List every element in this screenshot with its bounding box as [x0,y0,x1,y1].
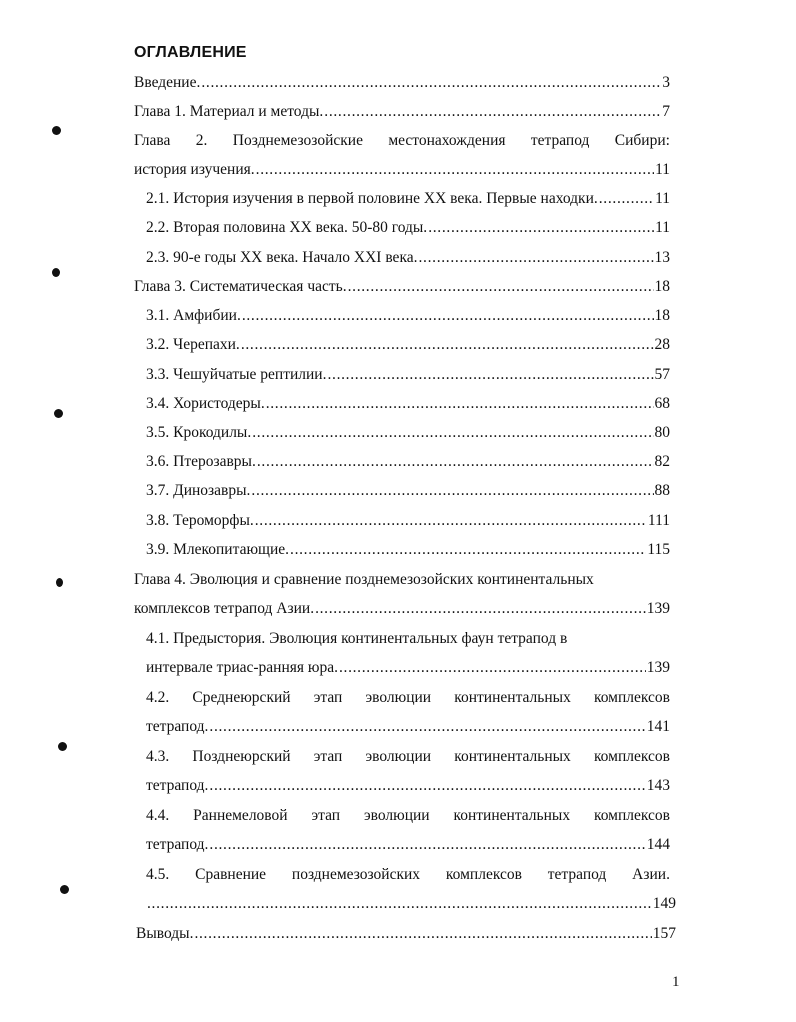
leader-dots [324,102,661,122]
toc-page-number: 11 [655,161,670,178]
page-number: 1 [672,974,680,990]
toc-page-number: 149 [652,895,676,912]
toc-page-number: 111 [647,512,670,529]
toc-page-number: 11 [655,190,670,207]
toc-page-number: 141 [646,718,670,735]
toc-entry-2-1[interactable] [146,189,670,209]
toc-entry-4-2-line1[interactable] [146,688,670,708]
scan-hole-mark [52,268,60,277]
leader-dots [194,924,651,944]
toc-word: этап [313,689,343,706]
toc-page-number: 3 [662,74,670,91]
toc-page-number: 82 [654,453,670,470]
toc-entry-title: 3.3. Чешуйчатые рептилии. [146,366,327,383]
toc-entry-chapter-3[interactable] [134,277,670,297]
leader-dots [339,658,646,678]
toc-entry-title: 3.1. Амфибии. [146,307,241,324]
leader-dots [147,894,652,914]
toc-entry-4-1-line1[interactable]: 4.1. Предыстория. Эволюция континентальных фаун тетрапод в [146,630,568,647]
leader-dots [290,540,646,560]
toc-entry-title: Глава 3. Систематическая часть. [134,278,347,295]
toc-entry-4-1-line2[interactable] [146,658,670,678]
toc-word: комплексов [593,807,670,824]
toc-entry-title: 3.6. Птерозавры. [146,453,256,470]
toc-word: Раннемеловой [193,807,288,824]
toc-page-number: 57 [654,366,670,383]
toc-entry-chapter-4-line1[interactable]: Глава 4. Эволюция и сравнение позднемезозойских континентальных [134,571,594,588]
leader-dots [209,717,645,737]
leader-dots [209,835,645,855]
toc-word: тетрапод [547,866,607,883]
leader-dots [327,365,653,385]
toc-page-number: 7 [662,103,670,120]
toc-page-number: 139 [646,600,670,617]
toc-page-number: 144 [646,836,670,853]
leader-dots [209,776,645,796]
toc-entry-conclusions[interactable] [136,924,676,944]
toc-page-number: 18 [654,307,670,324]
leader-dots [428,218,654,238]
toc-page-number: 13 [654,249,670,266]
toc-page-number: 143 [646,777,670,794]
toc-entry-chapter-4-line2[interactable] [134,599,670,619]
scan-hole-mark [54,409,63,418]
leader-dots [242,306,654,326]
toc-word: Сибири: [614,132,670,149]
toc-word: континентальных [454,748,571,765]
toc-entry-title: 3.4. Хористодеры. [146,395,265,412]
toc-entry-title: 3.9. Млекопитающие. [146,541,290,558]
toc-entry-title: Глава 1. Материал и методы. [134,103,324,120]
scan-hole-mark [52,126,61,135]
toc-entry-4-3-line2[interactable] [146,776,670,796]
toc-word: эволюции [363,807,430,824]
toc-word: комплексов [593,689,670,706]
toc-entry-3-4[interactable] [146,394,670,414]
toc-word: 2. [195,132,208,149]
toc-entry-title: комплексов тетрапод Азии. [134,600,315,617]
toc-entry-4-2-line2[interactable] [146,717,670,737]
toc-entry-title: 2.2. Вторая половина XX века. 50-80 годы. [146,219,428,236]
toc-heading: ОГЛАВЛЕНИЕ [134,44,247,61]
scan-hole-mark [58,742,67,751]
toc-word: позднемезозойских [291,866,421,883]
toc-word: континентальных [453,807,571,824]
toc-word: комплексов [593,748,670,765]
leader-dots [255,511,647,531]
toc-entry-3-8[interactable] [146,511,670,531]
leader-dots [419,248,654,268]
toc-page-number: 11 [655,219,670,236]
toc-word: Сравнение [195,866,267,883]
toc-entry-3-7[interactable] [146,481,670,501]
toc-entry-3-2[interactable] [146,335,670,355]
toc-entry-3-5[interactable] [146,423,670,443]
toc-entry-title: 2.1. История изучения в первой половине XX века. Первые находки. [146,190,598,207]
toc-page-number: 18 [654,278,670,295]
toc-word: комплексов [445,866,522,883]
leader-dots [251,481,653,501]
toc-word: тетрапод [530,132,590,149]
leader-dots [256,160,654,180]
toc-word: Азии. [632,866,670,883]
toc-page-number: 139 [646,659,670,676]
toc-word: 4.3. [146,748,170,765]
toc-word: этап [313,748,343,765]
toc-word: эволюции [365,748,432,765]
leader-dots [315,599,646,619]
toc-entry-4-4-line1[interactable] [146,806,670,826]
toc-entry-4-5-line2[interactable] [146,894,676,914]
toc-entry-title: 2.3. 90-е годы XX века. Начало XXI века. [146,249,418,266]
toc-entry-title: 3.8. Тероморфы. [146,512,254,529]
toc-entry-chapter-1[interactable] [134,102,670,122]
toc-page-number: 88 [654,482,670,499]
toc-word: Среднеюрский [192,689,291,706]
leader-dots [201,73,661,93]
toc-entry-title: 3.5. Крокодилы. [146,424,252,441]
leader-dots [252,423,653,443]
toc-entry-intro[interactable] [134,73,670,93]
toc-word: континентальных [454,689,571,706]
toc-word: эволюции [365,689,432,706]
toc-word: этап [311,807,341,824]
toc-word: 4.5. [146,866,170,883]
toc-page-number: 68 [654,395,670,412]
toc-entry-title: Выводы. [136,925,194,942]
toc-entry-chapter-2-line2[interactable] [134,160,670,180]
toc-entry-3-9[interactable] [146,540,670,560]
toc-entry-2-3[interactable] [146,248,670,268]
toc-word: 4.2. [146,689,170,706]
scan-hole-mark [60,885,69,894]
toc-word: Глава [134,132,171,149]
toc-entry-4-4-line2[interactable] [146,835,670,855]
toc-entry-2-2[interactable] [146,218,670,238]
leader-dots [257,452,654,472]
toc-word: местонахождения [388,132,506,149]
toc-entry-title: 3.7. Динозавры. [146,482,251,499]
toc-page-number: 115 [647,541,670,558]
toc-entry-title: история изучения. [134,161,255,178]
toc-entry-title: 3.2. Черепахи. [146,336,240,353]
toc-entry-chapter-2-line1[interactable] [134,131,670,151]
toc-page-number: 157 [652,925,676,942]
scan-hole-mark [56,578,63,587]
toc-entry-title: Введение. [134,74,201,91]
toc-entry-title: тетрапод. [146,836,209,853]
toc-page-number: 80 [654,424,670,441]
toc-entry-title: тетрапод. [146,777,209,794]
toc-page-number: 28 [654,336,670,353]
leader-dots [599,189,654,209]
toc-entry-title: тетрапод. [146,718,209,735]
toc-entry-title: интервале триас-ранняя юра. [146,659,338,676]
toc-entry-4-5-line1[interactable] [146,865,670,885]
leader-dots [348,277,654,297]
leader-dots [241,335,654,355]
toc-word: Позднемезозойские [232,132,363,149]
toc-entry-3-1[interactable] [146,306,670,326]
leader-dots [266,394,654,414]
toc-entry-3-3[interactable] [146,365,670,385]
toc-entry-4-3-line1[interactable] [146,747,670,767]
toc-word: Позднеюрский [192,748,291,765]
toc-entry-3-6[interactable] [146,452,670,472]
toc-word: 4.4. [146,807,170,824]
